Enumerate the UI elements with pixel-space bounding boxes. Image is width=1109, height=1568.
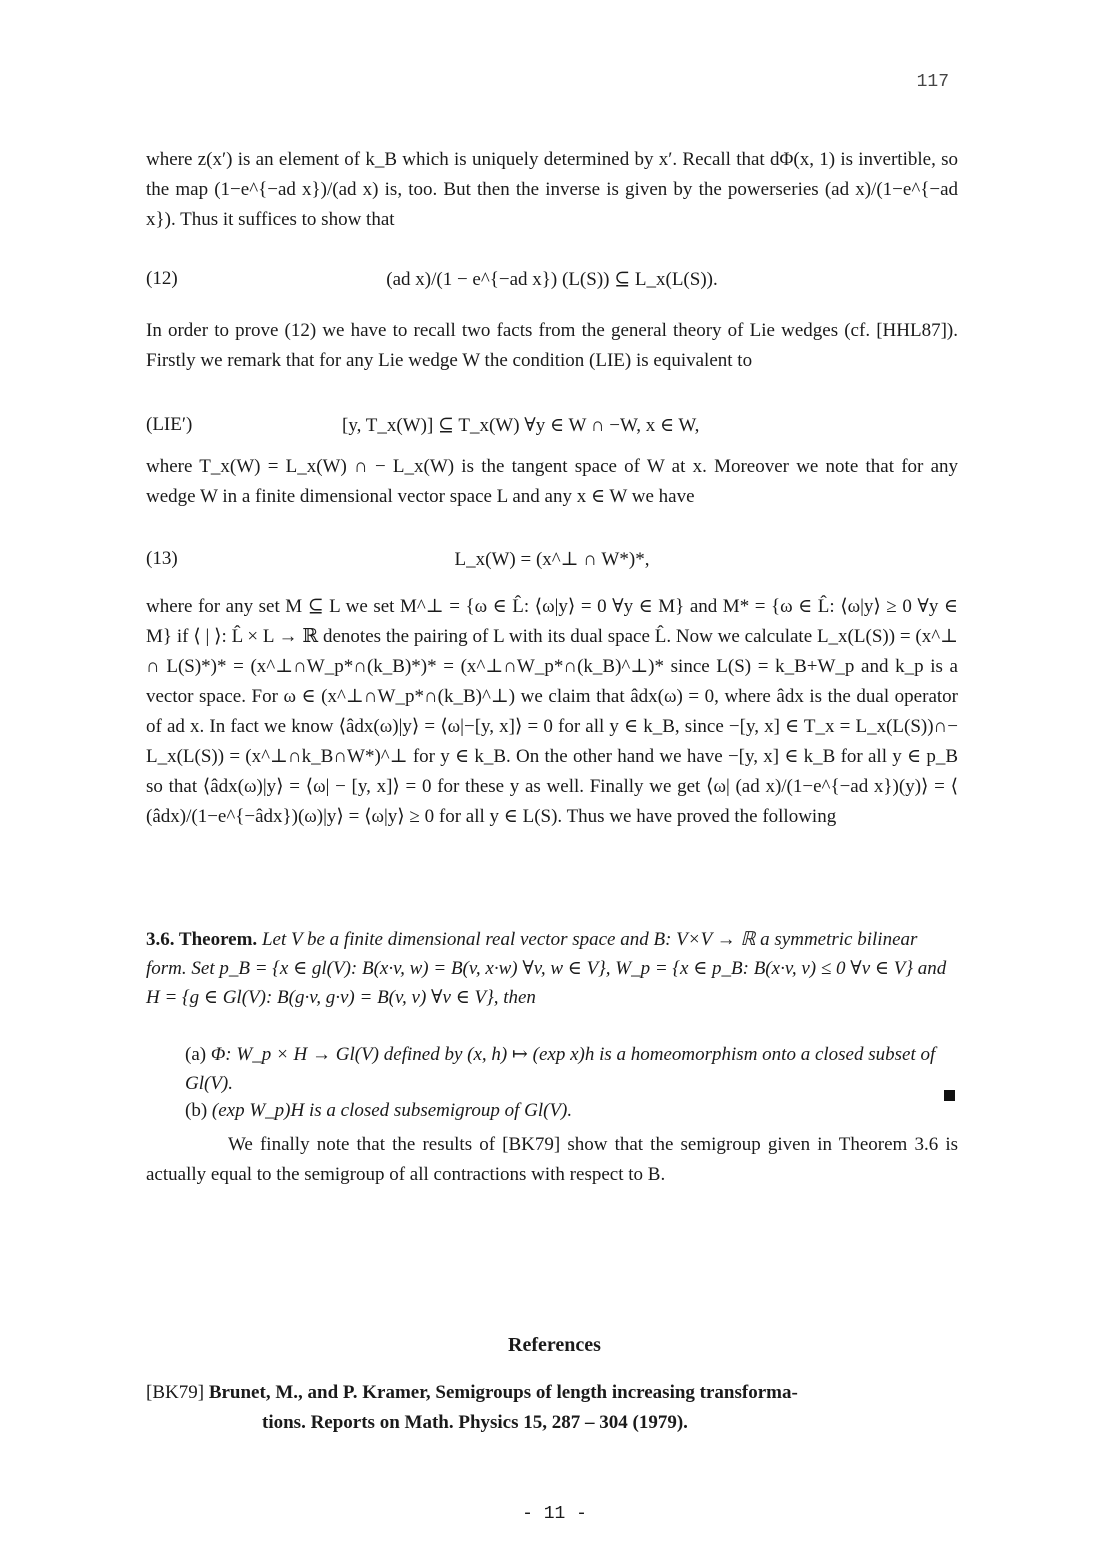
paragraph-closing-remark: We finally note that the results of [BK79] show that the semigroup given in Theorem 3.6 is actually equal to the semigroup of all contractions with respect to B. bbox=[146, 1134, 958, 1185]
item-text: (exp W_p)H is a closed subsemigroup of Gl(V). bbox=[211, 1100, 573, 1121]
page-footer: - 11 - bbox=[522, 1504, 587, 1524]
theorem-item-a bbox=[185, 1040, 955, 1098]
equation-12 bbox=[146, 264, 958, 298]
references-title: References bbox=[508, 1334, 601, 1356]
reference-line-2: tions. Reports on Math. Physics 15, 287 – 304 (1979). bbox=[262, 1412, 688, 1433]
reference-item bbox=[146, 1378, 958, 1438]
theorem-heading: 3.6. Theorem. bbox=[146, 929, 258, 950]
reference-line-1: Brunet, M., and P. Kramer, Semigroups of length increasing transforma- bbox=[208, 1382, 798, 1403]
theorem-statement: Let V be a finite dimensional real vector space and B: V×V → ℝ a symmetric bilinear form. Set p_B = {x ∈ gl(V): B(x·v, w) = B(v, x·w) ∀v, w ∈ V}, W_p = {x ∈ p_B: B(x·v, v) ≤ 0 ∀v ∈ V} and H = {g ∈ Gl(V): B(g·v, g·v) = B(v, v) ∀v ∈ V}, then bbox=[146, 929, 947, 1008]
equation-label: (13) bbox=[146, 548, 178, 569]
theorem-3-6 bbox=[146, 925, 958, 1012]
paragraph-inverse-map: where z(x′) is an element of k_B which is uniquely determined by x′. Recall that dΦ(x, 1) is invertible, so the map (1−e^{−ad x})/(ad x) is, too. But then the inverse is given by the powerseries (ad x)/(1−e^{−ad x}). Thus it suffices to show that bbox=[146, 149, 958, 230]
equation-body: (ad x)/(1 − e^{−ad x}) (L(S)) ⊆ L_x(L(S)). bbox=[386, 269, 718, 290]
paragraph-lie-wedges: In order to prove (12) we have to recall two facts from the general theory of Lie wedges (cf. [HHL87]). Firstly we remark that for any Lie wedge W the condition (LIE) is equivalent to bbox=[146, 320, 958, 371]
equation-label: (LIE′) bbox=[146, 414, 193, 435]
paragraph-proof-calculation: where for any set M ⊆ L we set M^⊥ = {ω ∈ L̂: ⟨ω|y⟩ = 0 ∀y ∈ M} and M* = {ω ∈ L̂: ⟨ω|y⟩ ≥ 0 ∀y ∈ M} if ⟨ | ⟩: L̂ × L → ℝ denotes the pairing of L with its dual space L̂. Now we calculate L_x(L(S)) = (x^⊥ ∩ L(S)*)* = (x^⊥∩W_p*∩(k_B)*)* = (x^⊥∩W_p*∩(k_B)^⊥)* since L(S) = k_B+W_p and k_p is a vector space. For ω ∈ (x^⊥∩W_p*∩(k_B)^⊥) we claim that âdx(ω) = 0, where âdx is the dual operator of ad x. In fact we know ⟨âdx(ω)|y⟩ = ⟨ω|−[y, x]⟩ = 0 for all y ∈ k_B, since −[y, x] ∈ T_x = L_x(L(S))∩− L_x(L(S)) = (x^⊥∩k_B∩W*)^⊥ for y ∈ k_B. On the other hand we have −[y, x] ∈ k_B for all y ∈ p_B so that ⟨âdx(ω)|y⟩ = ⟨ω| − [y, x]⟩ = 0 for these y as well. Finally we get ⟨ω| (ad x)/(1−e^{−ad x})(y)⟩ = ⟨ (âdx)/(1−e^{−âdx})(ω)|y⟩ = ⟨ω|y⟩ ≥ 0 for all y ∈ L(S). Thus we have proved the following bbox=[146, 596, 958, 827]
qed-square-icon bbox=[944, 1090, 955, 1101]
theorem-item-b bbox=[185, 1096, 955, 1125]
equation-13 bbox=[146, 544, 958, 578]
page-number: 117 bbox=[916, 72, 949, 92]
item-text: Φ: W_p × H → Gl(V) defined by (x, h) ↦ (exp x)h is a homeomorphism onto a closed subset of Gl(V). bbox=[185, 1044, 936, 1094]
equation-lie-prime bbox=[146, 410, 958, 444]
item-label: (a) bbox=[185, 1044, 207, 1065]
equation-body: [y, T_x(W)] ⊆ T_x(W) ∀y ∈ W ∩ −W, x ∈ W, bbox=[342, 415, 700, 436]
equation-body: L_x(W) = (x^⊥ ∩ W*)*, bbox=[454, 549, 650, 570]
reference-key: [BK79] bbox=[146, 1382, 205, 1403]
item-label: (b) bbox=[185, 1100, 208, 1121]
equation-label: (12) bbox=[146, 268, 178, 289]
paragraph-tangent-space: where T_x(W) = L_x(W) ∩ − L_x(W) is the tangent space of W at x. Moreover we note that for any wedge W in a finite dimensional vector space L and any x ∈ W we have bbox=[146, 456, 958, 507]
